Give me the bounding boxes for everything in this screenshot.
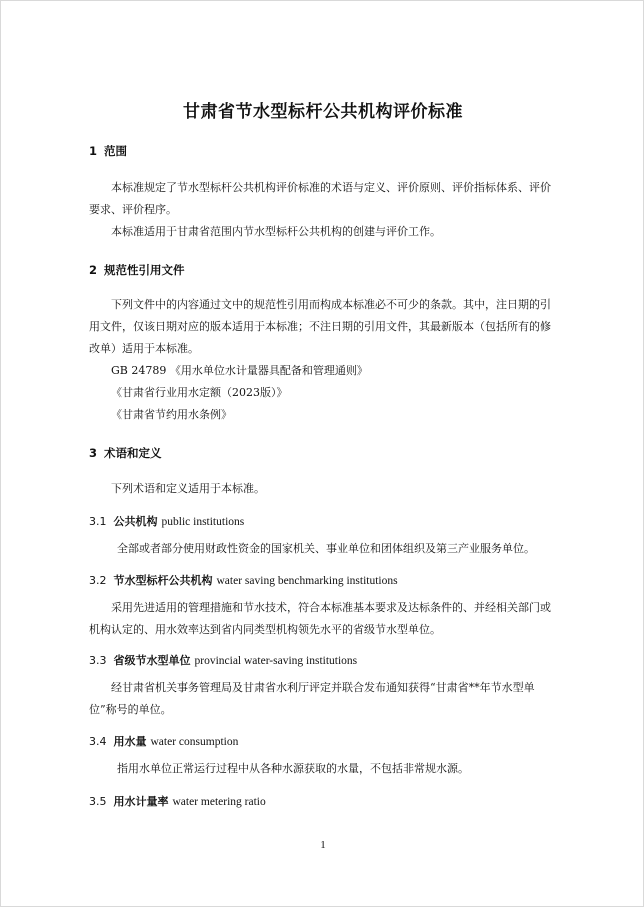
term-number: 3.4 bbox=[89, 735, 107, 748]
term-cn: 公共机构 bbox=[113, 515, 158, 528]
section-heading-2 bbox=[89, 262, 185, 278]
term-cn: 用水量 bbox=[113, 735, 147, 748]
term-entry-3-1 bbox=[89, 513, 244, 529]
term-number: 3.1 bbox=[89, 515, 107, 528]
section-title: 规范性引用文件 bbox=[104, 263, 185, 277]
term-cn: 省级节水型单位 bbox=[113, 654, 191, 667]
term-en: water saving benchmarking institutions bbox=[216, 575, 398, 587]
section-title: 术语和定义 bbox=[104, 446, 162, 460]
term-definition: 全部或者部分使用财政性资金的国家机关、事业单位和团体组织及第三产业服务单位。 bbox=[117, 542, 535, 555]
paragraph: 本标准适用于甘肃省范围内节水型标杆公共机构的创建与评价工作。 bbox=[111, 225, 441, 238]
term-entry-3-3 bbox=[89, 652, 357, 668]
term-en: water metering ratio bbox=[172, 796, 266, 808]
term-number: 3.5 bbox=[89, 795, 107, 808]
term-cn: 用水计量率 bbox=[113, 795, 169, 808]
section-number: 3 bbox=[89, 446, 98, 460]
paragraph: 下列文件中的内容通过文中的规范性引用而构成本标准必不可少的条款。其中，注日期的引用文件，仅该日期对应的版本适用于本标准；不注日期的引用文件，其最新版本（包括所有的修改单）适用于本标准。 bbox=[89, 298, 551, 355]
term-en: public institutions bbox=[161, 516, 245, 528]
term-entry-3-2 bbox=[89, 572, 398, 588]
term-en: water consumption bbox=[150, 736, 239, 748]
reference-item: GB 24789 《用水单位水计量器具配备和管理通则》 bbox=[111, 364, 368, 377]
reference-item: 《甘肃省行业用水定额（2023版）》 bbox=[111, 386, 288, 399]
section-number: 2 bbox=[89, 263, 98, 277]
section-intro: 下列术语和定义适用于本标准。 bbox=[111, 482, 265, 495]
section-title: 范围 bbox=[104, 144, 128, 158]
term-en: provincial water-saving institutions bbox=[194, 655, 358, 667]
page-number: 1 bbox=[320, 839, 326, 851]
term-number: 3.2 bbox=[89, 574, 107, 587]
term-definition: 采用先进适用的管理措施和节水技术，符合本标准基本要求及达标条件的、并经相关部门或机构认定的、用水效率达到省内同类型机构领先水平的省级节水型单位。 bbox=[89, 601, 551, 636]
term-cn: 节水型标杆公共机构 bbox=[113, 574, 213, 587]
term-definition: 指用水单位正常运行过程中从各种水源获取的水量，不包括非常规水源。 bbox=[117, 762, 469, 775]
reference-item: 《甘肃省节约用水条例》 bbox=[111, 408, 232, 421]
term-number: 3.3 bbox=[89, 654, 107, 667]
paragraph: 本标准规定了节水型标杆公共机构评价标准的术语与定义、评价原则、评价指标体系、评价要求、评价程序。 bbox=[89, 181, 551, 216]
term-definition: 经甘肃省机关事务管理局及甘肃省水利厅评定并联合发布通知获得“甘肃省**年节水型单位”称号的单位。 bbox=[89, 681, 535, 716]
term-entry-3-4 bbox=[89, 733, 238, 749]
section-heading-1 bbox=[89, 143, 127, 159]
section-heading-3 bbox=[89, 445, 162, 461]
term-entry-3-5 bbox=[89, 793, 266, 809]
section-number: 1 bbox=[89, 144, 98, 158]
document-title: 甘肃省节水型标杆公共机构评价标准 bbox=[183, 102, 463, 122]
